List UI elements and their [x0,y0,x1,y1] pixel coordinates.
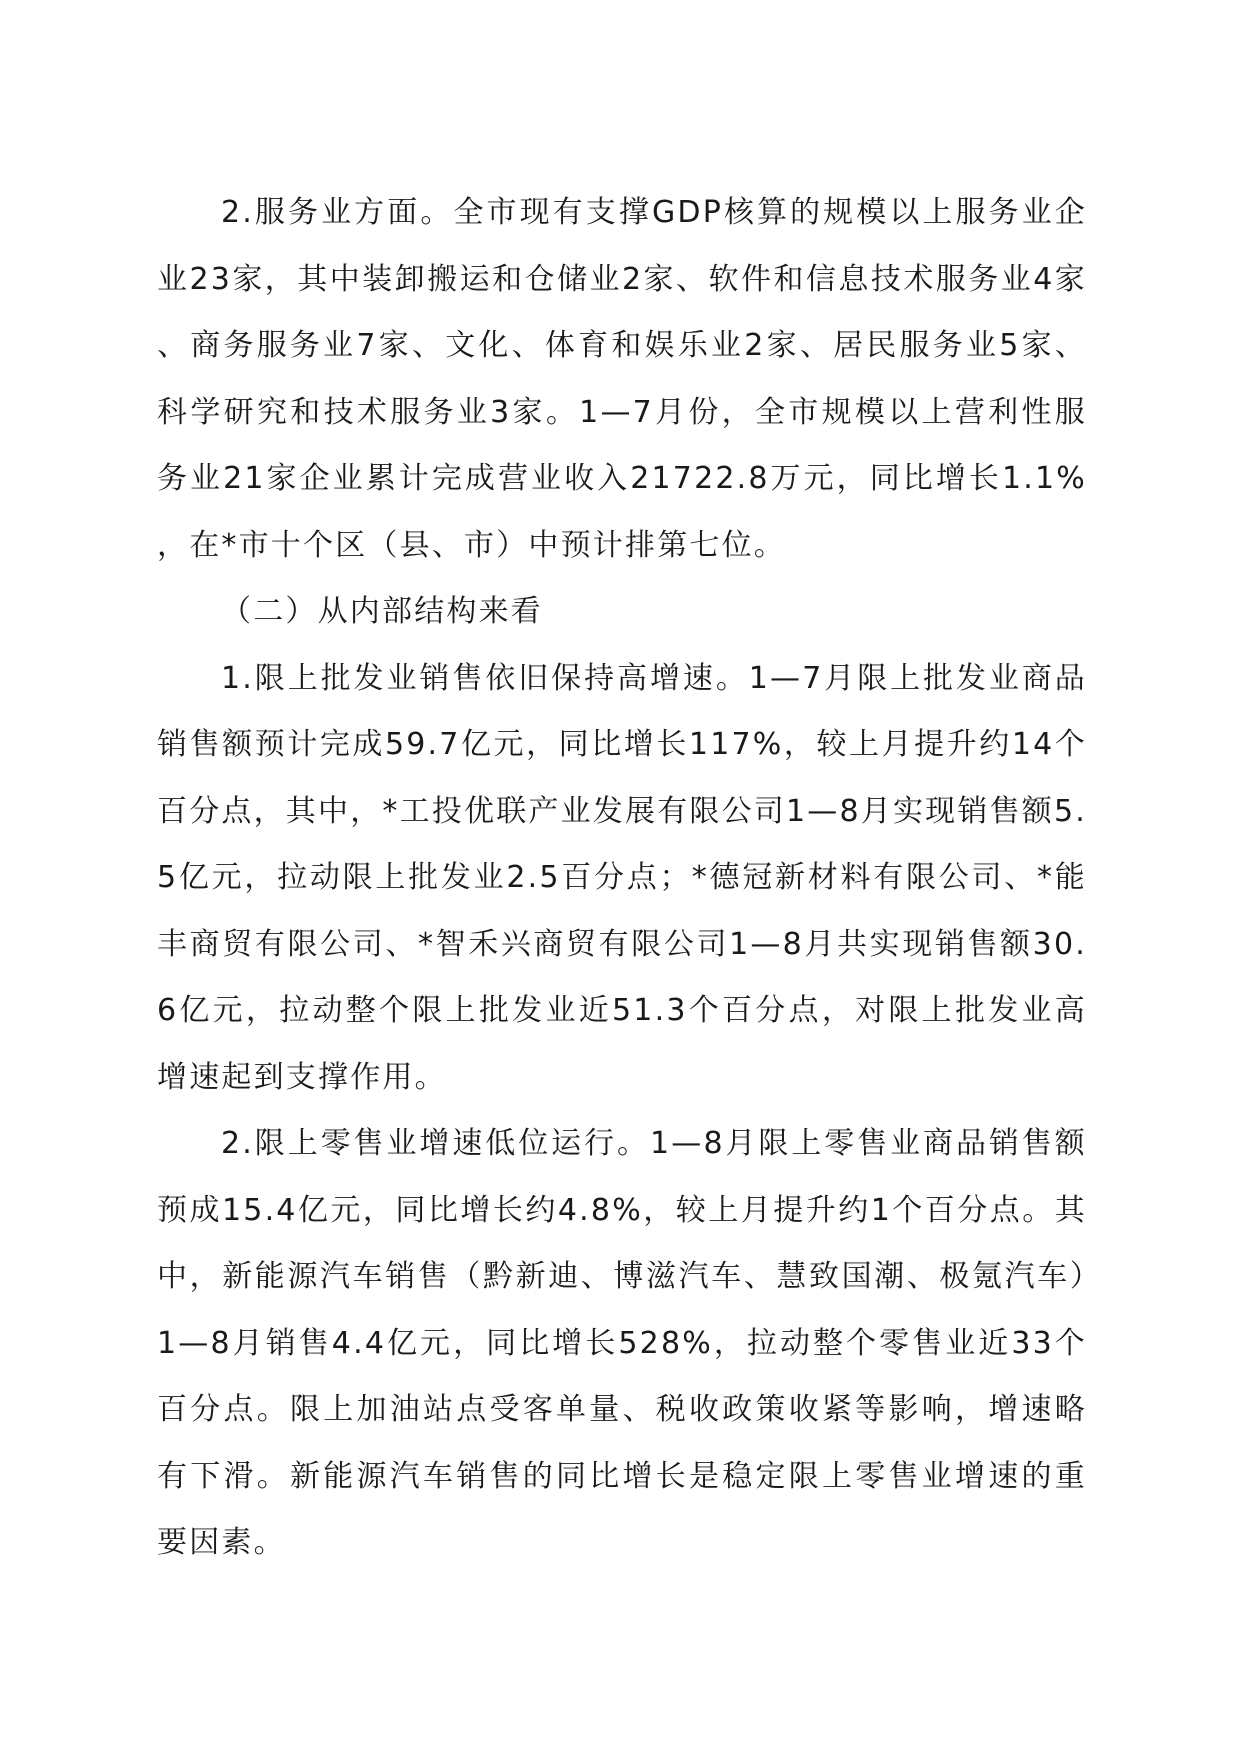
paragraph-retail: 2.限上零售业增速低位运行。1—8月限上零售业商品销售额预成15.4亿元，同比增长约4.8%，较上月提升约1个百分点。其中，新能源汽车销售（黔新迪、博滋汽车、慧致国潮、极氪汽车）1—8月销售4.4亿元，同比增长528%，拉动整个零售业近33个百分点。限上加油站点受客单量、税收政策收紧等影响，增速略有下滑。新能源汽车销售的同比增长是稳定限上零售业增速的重要因素。 [157,1126,1087,1560]
paragraph-wholesale: 1.限上批发业销售依旧保持高增速。1—7月限上批发业商品销售额预计完成59.7亿元，同比增长117%，较上月提升约14个百分点，其中，*工投优联产业发展有限公司1—8月实现销售额5.5亿元，拉动限上批发业2.5百分点；*德冠新材料有限公司、*能丰商贸有限公司、*智禾兴商贸有限公司1—8月共实现销售额30.6亿元，拉动整个限上批发业近51.3个百分点，对限上批发业高增速起到支撑作用。 [157,660,1087,1095]
section-heading-internal-structure: （二）从内部结构来看 [221,594,543,629]
document-body [157,180,1087,1577]
paragraph-service-industry: 2.服务业方面。全市现有支撑GDP核算的规模以上服务业企业23家，其中装卸搬运和仓储业2家、软件和信息技术服务业4家、商务服务业7家、文化、体育和娱乐业2家、居民服务业5家、科学研究和技术服务业3家。1—7月份，全市规模以上营利性服务业21家企业累计完成营业收入21722.8万元，同比增长1.1%，在*市十个区（县、市）中预计排第七位。 [157,195,1087,563]
